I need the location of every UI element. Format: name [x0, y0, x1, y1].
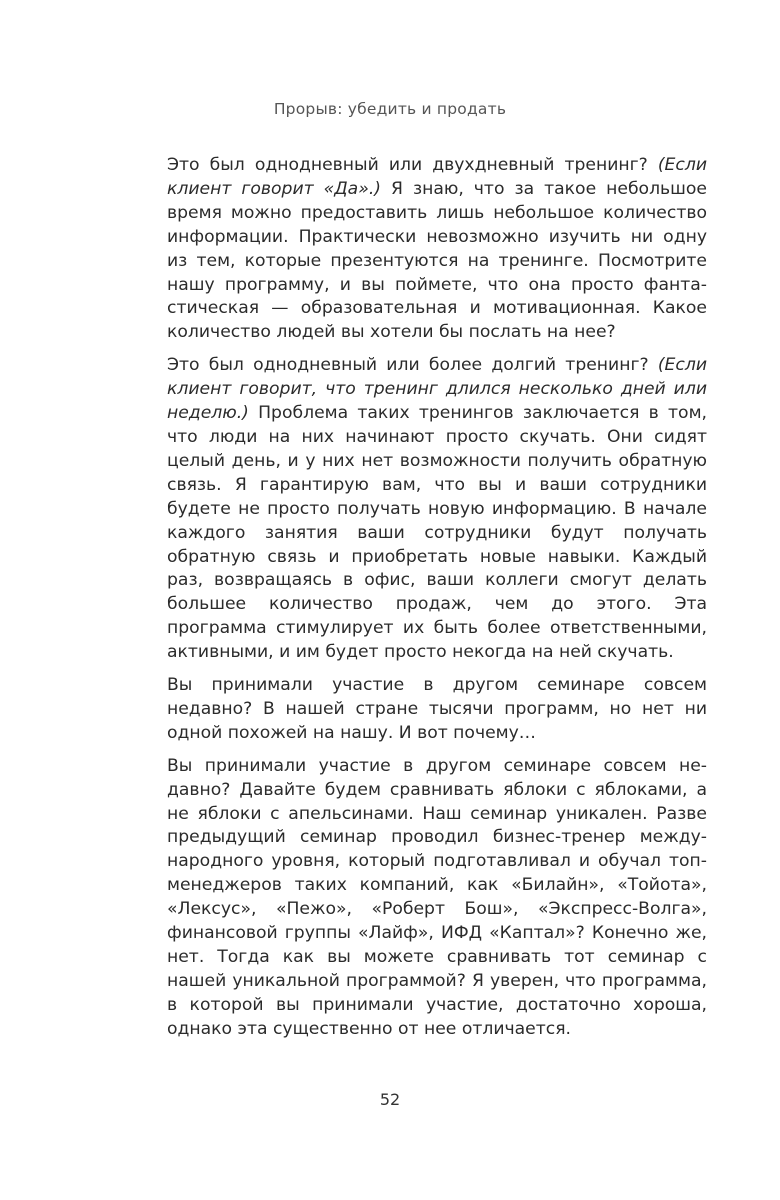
body-text — [167, 154, 707, 1051]
page-number: 52 — [379, 1090, 401, 1109]
paragraph-4-lead: Вы принимали участие в другом семинаре совсем недавно? Давайте будем сравнивать яблоки с яблоками, а не яблоки с апельсинами. Наш семинар уникален. Разве предыдущий семинар проводил бизнес-тренер международного уровня, который подготавливал и обучал топ-менеджеров таких компаний, как «Билайн», «Тойота», «Лексус», «Пежо», «Роберт Бош», «Экспресс-Волга», финансовой группы «Лайф», ИФД «Каптал»? Конечно же, нет. Тогда как вы можете сравнивать тот семинар с нашей уникальной программой? Я уверен, что программа, в которой вы принимали участие, достаточно хороша, однако эта существенно от нее отличается. — [167, 755, 707, 1039]
paragraph-2 — [167, 354, 707, 665]
paragraph-3 — [167, 674, 707, 746]
paragraph-1-lead: Это был однодневный или двухдневный тренинг? — [167, 155, 658, 175]
paragraph-3-lead: Вы принимали участие в другом семинаре совсем недавно? В нашей стране тысячи программ, но нет ни одной похожей на нашу. И вот почему… — [167, 675, 707, 743]
paragraph-1-italic-note: (Если клиент говорит «Да».) — [167, 155, 707, 199]
running-head: Прорыв: убедить и продать — [273, 100, 507, 118]
paragraph-2-italic-note: (Если клиент говорит, что тренинг длился несколько дней или неделю.) — [167, 355, 707, 424]
paragraph-2-rest: Проблема таких тренингов заключается в том, что люди на них начинают просто скучать. Они сидят целый день, и у них нет возможности получить обратную связь. Я гарантирую вам, что вы и ваши сотрудники будете не просто получать новую информацию. В начале каждого занятия ваши сотрудники будут получать обратную связь и приобретать новые навыки. Каждый раз, возвращаясь в офис, ваши коллеги смогут делать большее количество продаж, чем до этого. Эта программа стимулирует их быть более ответственными, активными, и им будет просто некогда на ней скучать. — [167, 403, 707, 663]
paragraph-1 — [167, 154, 707, 345]
paragraph-2-lead: Это был однодневный или более долгий тренинг? — [167, 355, 658, 376]
paragraph-4 — [167, 755, 707, 1042]
paragraph-1-rest: Я знаю, что за такое небольшое время можно предоставить лишь небольшое количество информации. Практически невозможно изучить ни одну из тем, которые презентуются на тренинге. Посмотрите нашу программу, и вы поймете, что она просто фантастическая — образовательная и мотивационная. Какое количество людей вы хотели бы послать на нее? — [167, 178, 708, 343]
